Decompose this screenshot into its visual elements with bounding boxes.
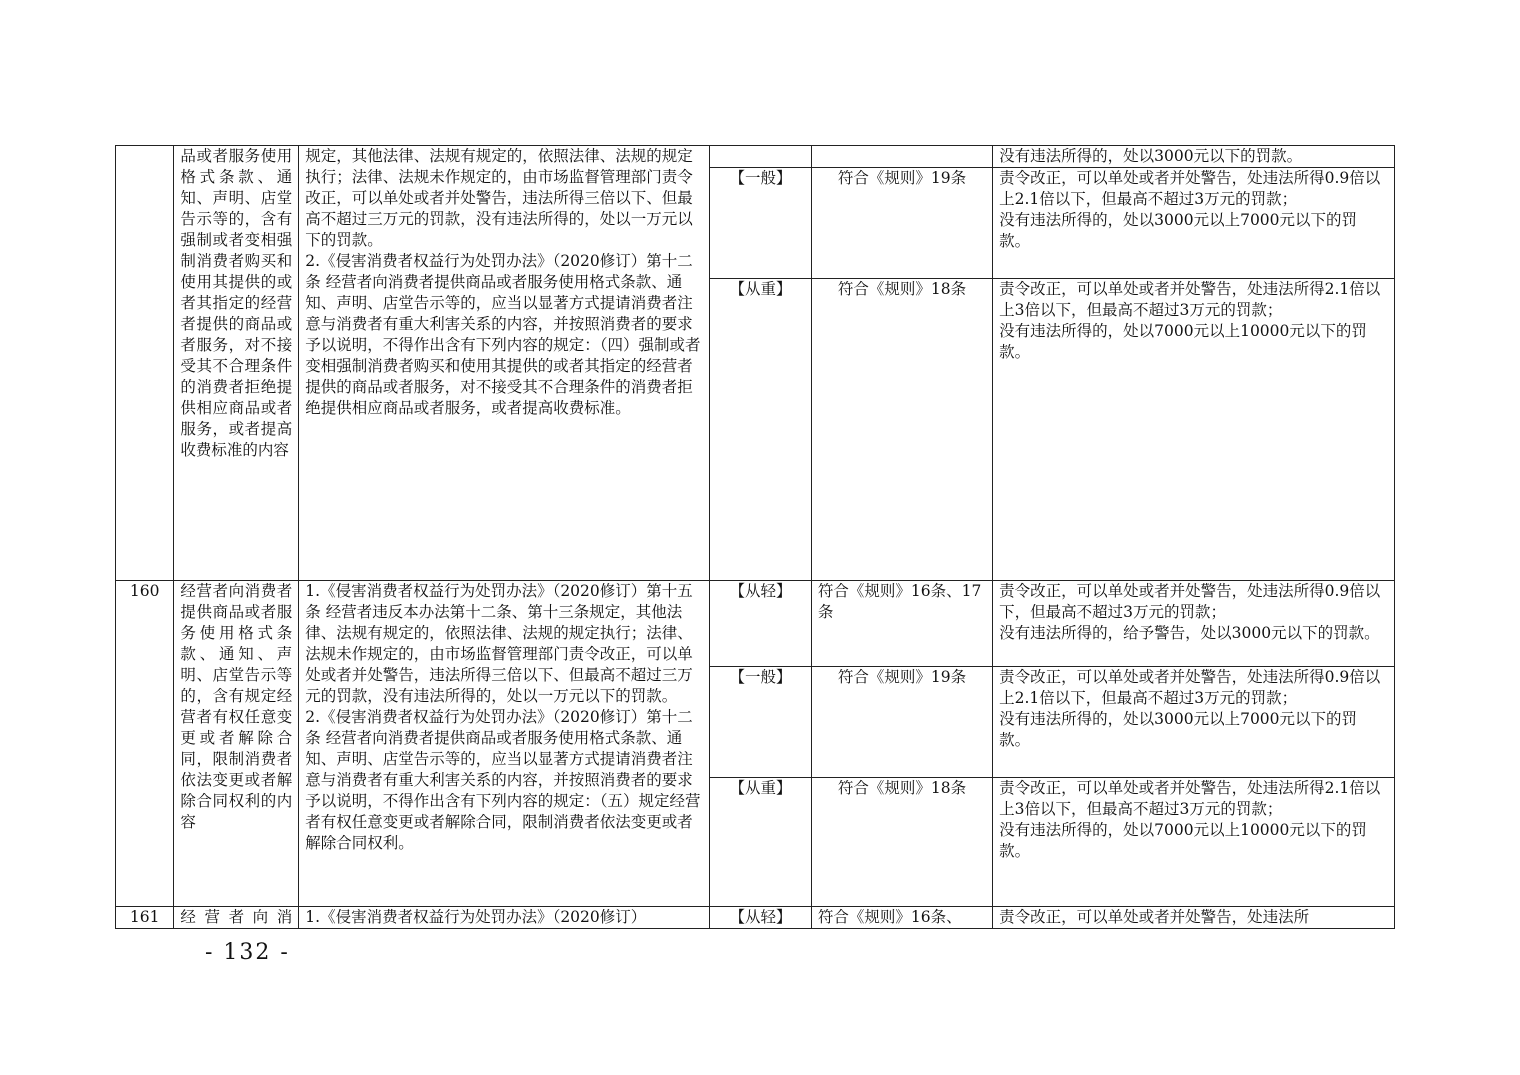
applicable-rule-cell: 符合《规则》19条	[811, 168, 992, 279]
violation-condition-cell: 经营者向消	[174, 907, 299, 929]
table-row	[116, 907, 1395, 929]
penalty-standard-cell: 责令改正，可以单处或者并处警告，处违法所	[993, 907, 1395, 929]
table-row	[116, 146, 1395, 168]
penalty-standard-cell: 责令改正，可以单处或者并处警告，处违法所得2.1倍以上3倍以下，但最高不超过3万元的罚款； 没有违法所得的，处以7000元以上10000元以下的罚款。	[993, 778, 1395, 907]
row-number-cell: 160	[116, 581, 174, 907]
discretion-level-cell: 【从轻】	[710, 581, 812, 667]
applicable-rule-cell	[811, 146, 992, 168]
penalty-standard-cell: 责令改正，可以单处或者并处警告，处违法所得0.9倍以上2.1倍以下，但最高不超过3万元的罚款； 没有违法所得的，处以3000元以上7000元以下的罚款。	[993, 667, 1395, 778]
penalty-discretion-table	[115, 145, 1395, 929]
discretion-level-cell: 【从重】	[710, 279, 812, 581]
applicable-rule-cell: 符合《规则》16条、17条	[811, 581, 992, 667]
legal-basis-cell: 1.《侵害消费者权益行为处罚办法》（2020修订）第十五条 经营者违反本办法第十二条、第十三条规定，其他法律、法规有规定的，依照法律、法规的规定执行；法律、法规未作规定的，由市场监督管理部门责令改正，可以单处或者并处警告，违法所得三倍以下、但最高不超过三万元的罚款，没有违法所得的，处以一万元以下的罚款。 2.《侵害消费者权益行为处罚办法》（2020修订）第十二条 经营者向消费者提供商品或者服务使用格式条款、通知、声明、店堂告示等的，应当以显著方式提请消费者注意与消费者有重大利害关系的内容，并按照消费者的要求予以说明，不得作出含有下列内容的规定：（五）规定经营者有权任意变更或者解除合同，限制消费者依法变更或者解除合同权利。	[299, 581, 710, 907]
penalty-standard-cell: 责令改正，可以单处或者并处警告，处违法所得0.9倍以上2.1倍以下，但最高不超过3万元的罚款； 没有违法所得的，处以3000元以上7000元以下的罚款。	[993, 168, 1395, 279]
violation-condition-cell: 经营者向消费者提供商品或者服务使用格式条款、通知、声明、店堂告示等的，含有规定经营者有权任意变更或者解除合同，限制消费者依法变更或者解除合同权利的内容	[174, 581, 299, 907]
applicable-rule-cell: 符合《规则》16条、	[811, 907, 992, 929]
penalty-standard-cell: 责令改正，可以单处或者并处警告，处违法所得0.9倍以下，但最高不超过3万元的罚款； 没有违法所得的，给予警告，处以3000元以下的罚款。	[993, 581, 1395, 667]
violation-condition-cell: 品或者服务使用格式条款、通知、声明、店堂告示等的，含有强制或者变相强制消费者购买和使用其提供的或者其指定的经营者提供的商品或者服务，对不接受其不合理条件的消费者拒绝提供相应商品或者服务，或者提高收费标准的内容	[174, 146, 299, 581]
discretion-level-cell: 【一般】	[710, 667, 812, 778]
applicable-rule-cell: 符合《规则》18条	[811, 279, 992, 581]
table-row	[116, 581, 1395, 667]
discretion-level-cell: 【从轻】	[710, 907, 812, 929]
penalty-standard-cell: 责令改正，可以单处或者并处警告，处违法所得2.1倍以上3倍以下，但最高不超过3万元的罚款； 没有违法所得的，处以7000元以上10000元以下的罚款。	[993, 279, 1395, 581]
row-number-cell: 161	[116, 907, 174, 929]
discretion-level-cell: 【一般】	[710, 168, 812, 279]
penalty-standard-cell: 没有违法所得的，处以3000元以下的罚款。	[993, 146, 1395, 168]
applicable-rule-cell: 符合《规则》19条	[811, 667, 992, 778]
legal-basis-cell: 1.《侵害消费者权益行为处罚办法》（2020修订）	[299, 907, 710, 929]
page-number: - 132 -	[205, 940, 290, 965]
row-number-cell	[116, 146, 174, 581]
discretion-level-cell	[710, 146, 812, 168]
applicable-rule-cell: 符合《规则》18条	[811, 778, 992, 907]
legal-basis-cell: 规定，其他法律、法规有规定的，依照法律、法规的规定执行；法律、法规未作规定的，由市场监督管理部门责令改正，可以单处或者并处警告，违法所得三倍以下、但最高不超过三万元的罚款，没有违法所得的，处以一万元以下的罚款。 2.《侵害消费者权益行为处罚办法》（2020修订）第十二条 经营者向消费者提供商品或者服务使用格式条款、通知、声明、店堂告示等的，应当以显著方式提请消费者注意与消费者有重大利害关系的内容，并按照消费者的要求予以说明，不得作出含有下列内容的规定：（四）强制或者变相强制消费者购买和使用其提供的或者其指定的经营者提供的商品或者服务，对不接受其不合理条件的消费者拒绝提供相应商品或者服务，或者提高收费标准。	[299, 146, 710, 581]
discretion-level-cell: 【从重】	[710, 778, 812, 907]
